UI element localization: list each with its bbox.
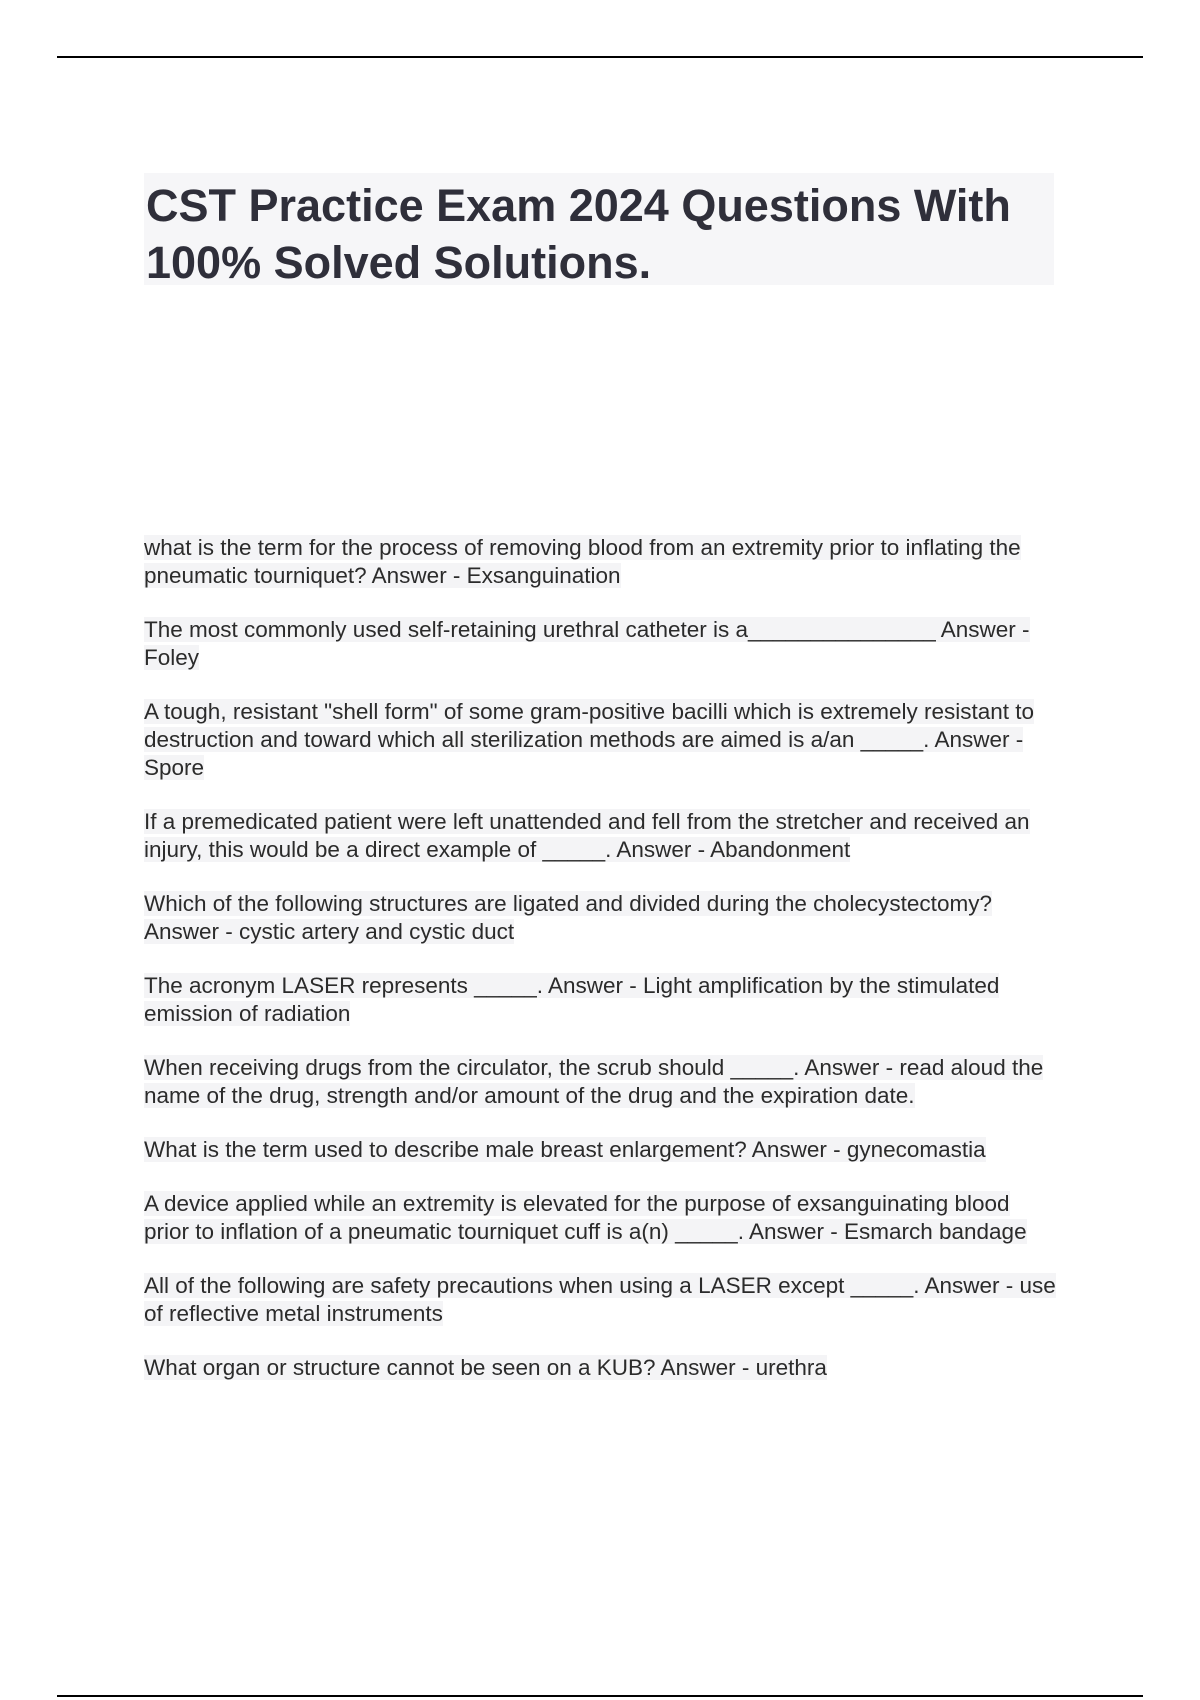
question-text: A tough, resistant "shell form" of some gram-positive bacilli which is extremely resistant to destruction and toward which all sterilization methods are aimed is a/an _____. Answer - Spore xyxy=(144,699,1035,780)
question-item xyxy=(144,972,1060,1028)
question-list xyxy=(144,534,1060,1408)
question-item xyxy=(144,808,1060,864)
title-block xyxy=(144,173,1054,288)
question-text: If a premedicated patient were left unattended and fell from the stretcher and received an injury, this would be a direct example of _____. Answer - Abandonment xyxy=(144,809,1030,862)
question-item xyxy=(144,890,1060,946)
question-text: The acronym LASER represents _____. Answer - Light amplification by the stimulated emission of radiation xyxy=(144,973,1000,1026)
question-item xyxy=(144,1054,1060,1110)
document-title: CST Practice Exam 2024 Questions With 100% Solved Solutions. xyxy=(146,180,1011,288)
question-text: What organ or structure cannot be seen on a KUB? Answer - urethra xyxy=(144,1355,827,1380)
question-text: When receiving drugs from the circulator, the scrub should _____. Answer - read aloud the name of the drug, strength and/or amount of the drug and the expiration date. xyxy=(144,1055,1044,1108)
question-item xyxy=(144,1190,1060,1246)
top-rule xyxy=(57,56,1143,58)
question-item xyxy=(144,1136,1060,1164)
question-item xyxy=(144,534,1060,590)
bottom-rule xyxy=(57,1695,1143,1697)
question-item xyxy=(144,698,1060,782)
question-text: what is the term for the process of removing blood from an extremity prior to inflating the pneumatic tourniquet? Answer - Exsanguination xyxy=(144,535,1021,588)
question-item xyxy=(144,1272,1060,1328)
question-text: Which of the following structures are ligated and divided during the cholecystectomy? Answer - cystic artery and cystic duct xyxy=(144,891,992,944)
question-item xyxy=(144,616,1060,672)
question-text: The most commonly used self-retaining urethral catheter is a_______________ Answer - Foley xyxy=(144,617,1030,670)
question-text: A device applied while an extremity is elevated for the purpose of exsanguinating blood prior to inflation of a pneumatic tourniquet cuff is a(n) _____. Answer - Esmarch bandage xyxy=(144,1191,1027,1244)
question-item xyxy=(144,1354,1060,1382)
question-text: All of the following are safety precautions when using a LASER except _____. Answer - use of reflective metal instruments xyxy=(144,1273,1056,1326)
question-text: What is the term used to describe male breast enlargement? Answer - gynecomastia xyxy=(144,1137,986,1162)
